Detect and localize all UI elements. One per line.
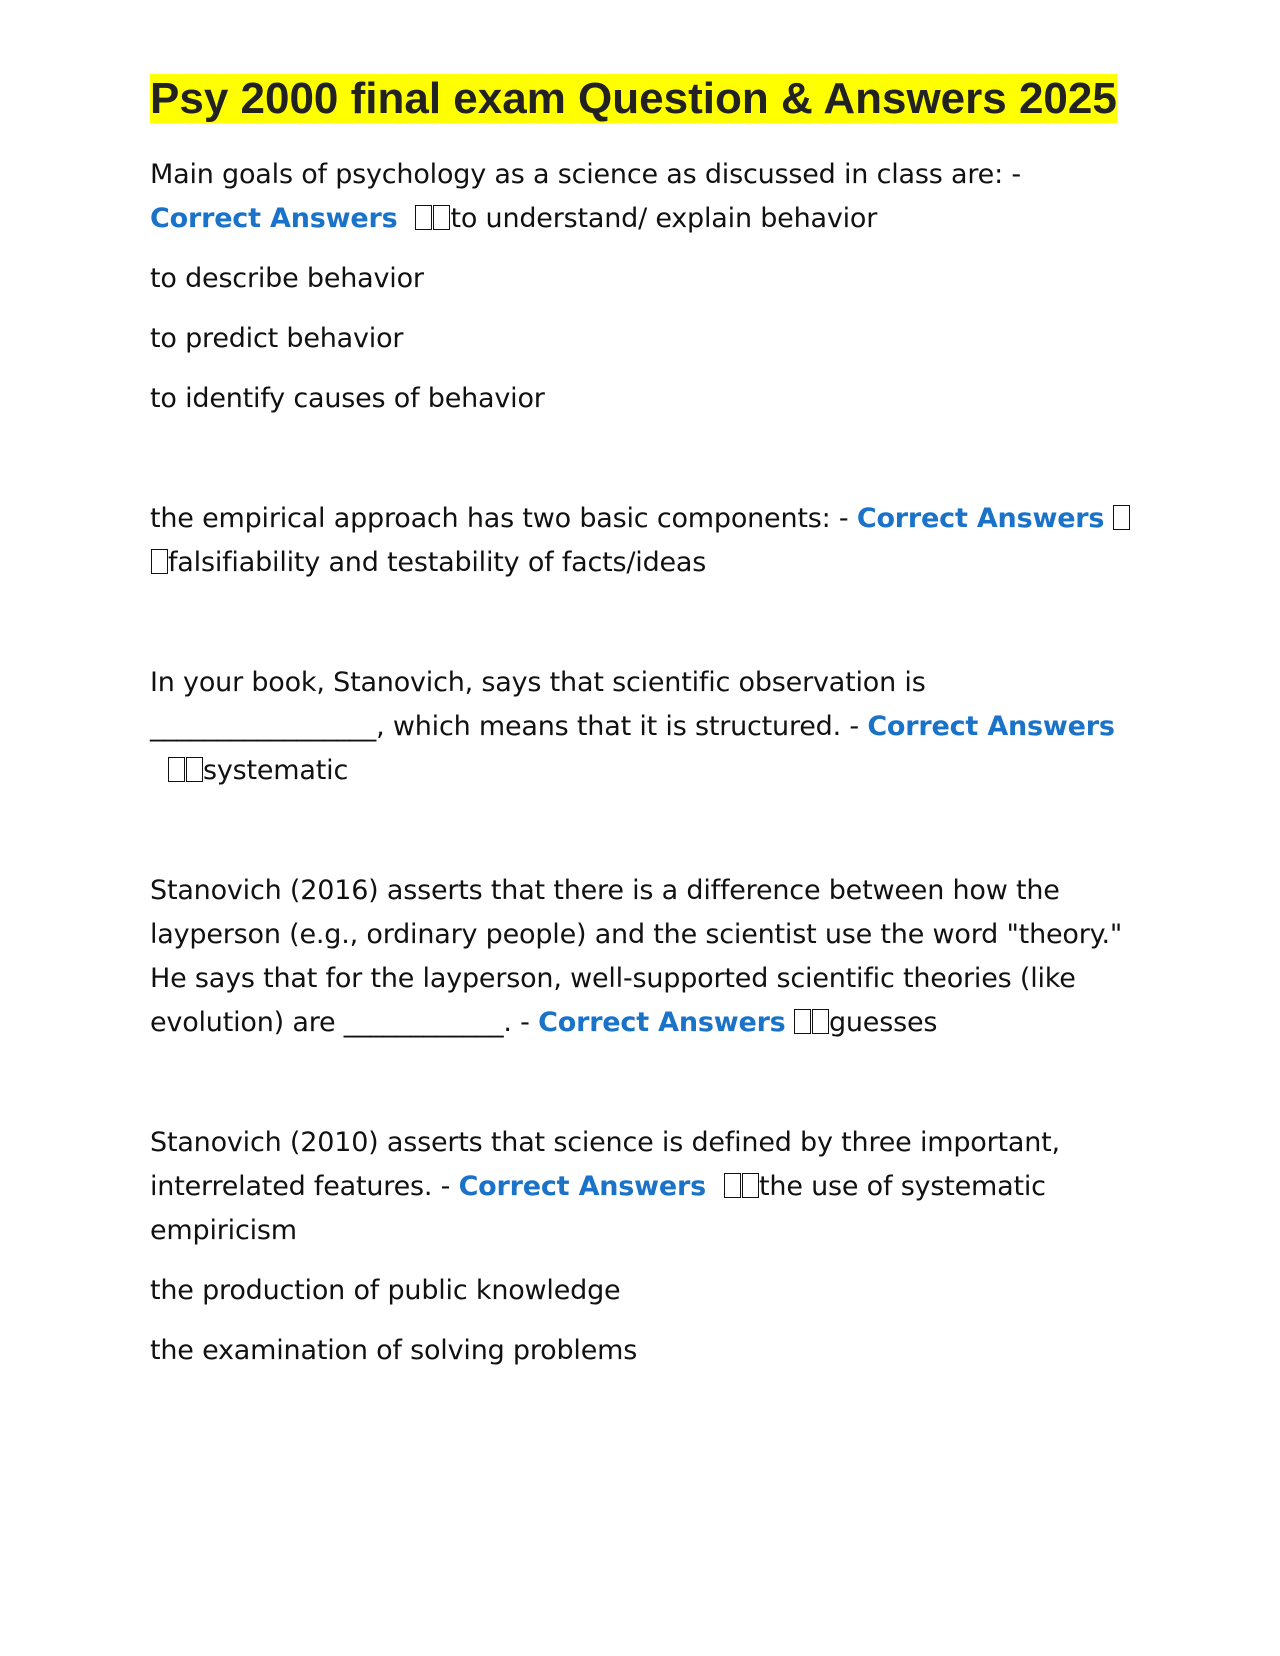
question-1: [150, 153, 1130, 241]
answer-1-line-4: to identify causes of behavior: [150, 383, 545, 414]
missing-glyph-icon: [1113, 505, 1130, 530]
missing-glyph-icon: [151, 549, 168, 574]
correct-answers-label-4: Correct Answers: [538, 1007, 786, 1038]
missing-glyph-icon: [415, 205, 432, 230]
correct-answers-label-5: Correct Answers: [458, 1171, 707, 1202]
question-2: [150, 497, 1130, 585]
answer-5-line-2: the production of public knowledge: [150, 1275, 621, 1306]
qa-list: [150, 153, 1130, 1373]
question-1-text: Main goals of psychology as a science as discussed in class are: -: [150, 159, 1021, 190]
missing-glyph-icon: [812, 1009, 829, 1034]
missing-glyph-icon: [724, 1173, 741, 1198]
document-title: [150, 70, 1130, 127]
question-5: [150, 1121, 1130, 1253]
missing-glyph-icon: [742, 1173, 759, 1198]
missing-glyph-icon: [168, 757, 185, 782]
correct-answers-label-2: Correct Answers: [856, 503, 1105, 534]
question-3: [150, 661, 1130, 793]
question-4-text: Stanovich (2016) asserts that there is a difference between how the layperson (e.g., ordinary people) and the scientist use the word "theory." He says that for the layperson, well-supported scientific theories (like evolution) are ____________. -: [150, 875, 1123, 1038]
title-highlight: Psy 2000 final exam Question & Answers 2025: [150, 74, 1117, 123]
answer-4-text: guesses: [828, 1007, 938, 1038]
answer-5-line-3: the examination of solving problems: [150, 1335, 638, 1366]
missing-glyph-icon: [433, 205, 450, 230]
answer-5-text: the use of systematic empiricism: [150, 1171, 1046, 1246]
answer-2-text: falsifiability and testability of facts/ideas: [168, 547, 707, 578]
correct-answers-label-1: Correct Answers: [150, 203, 398, 234]
question-3-text: In your book, Stanovich, says that scientific observation is _________________, which means that it is structured. -: [150, 667, 926, 742]
answer-1-line-3: to predict behavior: [150, 323, 404, 354]
answer-1-text: to understand/ explain behavior: [450, 203, 878, 234]
question-4: [150, 869, 1130, 1045]
correct-answers-label-3: Correct Answers: [867, 711, 1115, 742]
answer-3-text: systematic: [203, 755, 349, 786]
missing-glyph-icon: [186, 757, 203, 782]
question-2-text: the empirical approach has two basic components: -: [150, 503, 857, 534]
missing-glyph-icon: [794, 1009, 811, 1034]
answer-1-line-2: to describe behavior: [150, 263, 424, 294]
question-5-text: Stanovich (2010) asserts that science is defined by three important, interrelated features. -: [150, 1127, 1060, 1202]
